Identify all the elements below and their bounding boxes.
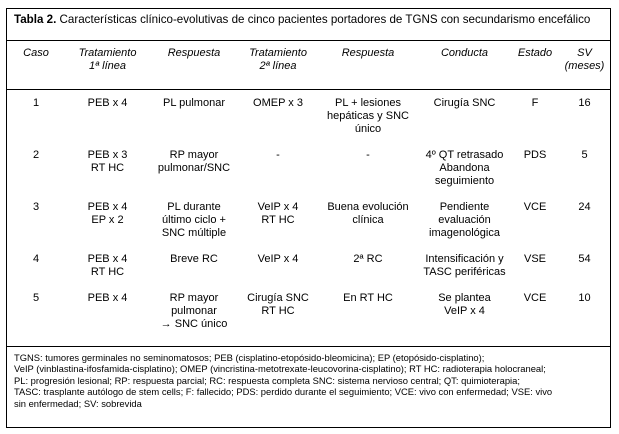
cell-line: EP x 2 — [91, 214, 124, 226]
cell-line: VeIP x 4 — [444, 305, 485, 317]
cell-line: RT HC — [261, 305, 295, 317]
cell-line: PEB x 4 — [87, 253, 128, 265]
table-cell — [7, 201, 65, 253]
cell-line: VeIP x 4 — [257, 201, 299, 213]
cell-line: SNC múltiple — [161, 227, 227, 239]
table-cell — [150, 201, 238, 253]
table-cell — [65, 201, 150, 253]
table-frame — [6, 8, 611, 428]
table-cell — [511, 253, 559, 292]
header-divider — [7, 89, 610, 90]
cell-line: PEB x 4 — [87, 292, 128, 304]
table-cell — [418, 253, 511, 292]
footnote-line: sin enfermedad; SV: sobrevida — [14, 397, 142, 409]
cell-line: PL + lesiones — [335, 97, 401, 109]
table-cell — [559, 97, 610, 149]
cell-line: - — [366, 149, 370, 161]
column-header — [238, 47, 318, 89]
table-cell — [150, 149, 238, 201]
table-cell — [418, 201, 511, 253]
footnote-line: PL: progresión lesional; RP: respuesta parcial; RC: respuesta completa SNC: sistema nervioso central; QT: quimioterapia; — [14, 374, 520, 386]
cell-line: 5 — [32, 292, 40, 304]
table-cell — [511, 292, 559, 344]
column-header — [511, 47, 559, 89]
cell-line: → SNC único — [160, 318, 228, 330]
cell-line: 2ª línea — [259, 60, 297, 72]
cell-line: Respuesta — [341, 47, 395, 59]
cell-line: VCE — [523, 201, 547, 213]
cell-line: PEB x 3 — [87, 149, 128, 161]
cell-line: En RT HC — [343, 292, 393, 304]
footnote-divider — [7, 346, 610, 347]
column-header — [7, 47, 65, 89]
column-header — [318, 47, 418, 89]
table-cell — [7, 97, 65, 149]
table-cell — [511, 201, 559, 253]
table-cell — [150, 292, 238, 344]
table-row — [7, 253, 610, 292]
column-header — [559, 47, 610, 89]
footnote-line: VeIP (vinblastina-ifosfamida-cisplatino); OMEP (vincristina-metotrexate-leucovorina-cisplatino); RT HC: radioterapia holocraneal; — [14, 363, 546, 375]
cell-line: VCE — [523, 292, 547, 304]
cell-line: Cirugía SNC — [433, 97, 496, 109]
cell-line: Cirugía SNC — [247, 292, 309, 304]
cell-line: 1ª línea — [88, 60, 127, 72]
column-headers — [7, 47, 610, 89]
table-cell — [559, 149, 610, 201]
table-row — [7, 149, 610, 201]
cell-line: pulmonar — [171, 305, 217, 317]
table-cell — [65, 292, 150, 344]
footnote-line: TGNS: tumores germinales no seminomatosos; PEB (cisplatino-etopósido-bleomicina); EP (etopósido-cisplatino); — [14, 352, 485, 363]
cell-line: PL durante — [167, 201, 221, 213]
table-title-label: Tabla 2. — [14, 13, 57, 26]
cell-line: Se plantea — [438, 292, 491, 304]
cell-line: clínica — [352, 214, 384, 226]
cell-line: Tratamiento — [78, 47, 137, 59]
table-cell — [318, 97, 418, 149]
table-cell — [318, 292, 418, 344]
cell-line: VSE — [523, 253, 546, 265]
table-cell — [65, 149, 150, 201]
table-cell — [511, 149, 559, 201]
header-row — [7, 47, 610, 89]
table-cell — [318, 253, 418, 292]
footnote — [14, 352, 607, 409]
column-header — [65, 47, 150, 89]
cell-line: 2ª RC — [353, 253, 383, 265]
table-title — [14, 13, 609, 27]
table-cell — [7, 253, 65, 292]
table-cell — [150, 97, 238, 149]
cell-line: 1 — [32, 97, 40, 109]
cell-line: - — [276, 149, 280, 161]
cell-line: RT HC — [261, 214, 295, 226]
cell-line: hepáticas y SNC — [327, 110, 409, 122]
cell-line: único — [354, 123, 382, 135]
cell-line: PEB x 4 — [87, 97, 128, 109]
cell-line: 24 — [578, 201, 591, 213]
cell-line: RT HC — [90, 162, 125, 174]
cell-line: Respuesta — [167, 47, 221, 59]
table-cell — [559, 253, 610, 292]
table-cell — [7, 292, 65, 344]
table-cell — [238, 253, 318, 292]
table-cell — [150, 253, 238, 292]
cell-line: Intensificación y — [425, 253, 504, 265]
table-cell — [559, 292, 610, 344]
table-cell — [7, 149, 65, 201]
cell-line: Pendiente — [439, 201, 490, 213]
cell-line: Estado — [517, 47, 553, 59]
cell-line: VeIP x 4 — [257, 253, 299, 265]
table-row — [7, 97, 610, 149]
cell-line: (meses) — [564, 60, 605, 72]
cell-line: TASC periféricas — [423, 266, 506, 278]
table-cell — [511, 97, 559, 149]
table-cell — [65, 97, 150, 149]
table-cell — [238, 292, 318, 344]
cell-line: 3 — [32, 201, 40, 213]
cell-line: Buena evolución — [327, 201, 409, 213]
cell-line: SV — [577, 47, 592, 59]
table-row — [7, 201, 610, 253]
cell-line: evaluación — [438, 214, 491, 226]
cell-line: 4 — [32, 253, 40, 265]
cell-line: 10 — [578, 292, 591, 304]
table-cell — [418, 149, 511, 201]
cell-line: Conducta — [440, 47, 489, 59]
cell-line: último ciclo + — [162, 214, 226, 226]
cell-line: PL pulmonar — [163, 97, 225, 109]
cell-line: F — [531, 97, 539, 109]
cell-line: PEB x 4 — [87, 201, 128, 213]
cell-line: 54 — [578, 253, 591, 265]
cell-line: Tratamiento — [249, 47, 307, 59]
cell-line: 2 — [32, 149, 40, 161]
table-title-text: Características clínico-evolutivas de cinco pacientes portadores de TGNS con secundarismo encefálico — [59, 13, 591, 26]
cell-line: imagenológica — [429, 227, 500, 239]
cell-line: RP mayor — [169, 149, 219, 161]
cell-line: RT HC — [90, 266, 125, 278]
table-cell — [418, 97, 511, 149]
table-body — [7, 97, 610, 344]
cell-line: OMEP x 3 — [253, 97, 303, 109]
cell-line: Breve RC — [170, 253, 218, 265]
table-cell — [318, 201, 418, 253]
column-header — [418, 47, 511, 89]
cell-line: 5 — [581, 149, 588, 161]
table-cell — [418, 292, 511, 344]
table-cell — [238, 97, 318, 149]
cell-line: PDS — [523, 149, 547, 161]
footnote-line: TASC: trasplante autólogo de stem cells; F: fallecido; PDS: perdido durante el seguimiento; VCE: vivo con enfermedad; VSE: vivo — [14, 386, 553, 398]
cell-line: Caso — [23, 47, 49, 59]
table-cell — [318, 149, 418, 201]
table-cell — [65, 253, 150, 292]
table-cell — [559, 201, 610, 253]
cell-line: Abandona — [439, 162, 490, 174]
cell-line: 4º QT retrasado — [425, 149, 504, 161]
cell-line: seguimiento — [434, 175, 495, 187]
table-row — [7, 292, 610, 344]
column-header — [150, 47, 238, 89]
table-cell — [238, 201, 318, 253]
cell-line: pulmonar/SNC — [157, 162, 231, 174]
cell-line: 16 — [578, 97, 591, 109]
cell-line: RP mayor — [169, 292, 219, 304]
table-cell — [238, 149, 318, 201]
title-divider — [7, 40, 610, 41]
